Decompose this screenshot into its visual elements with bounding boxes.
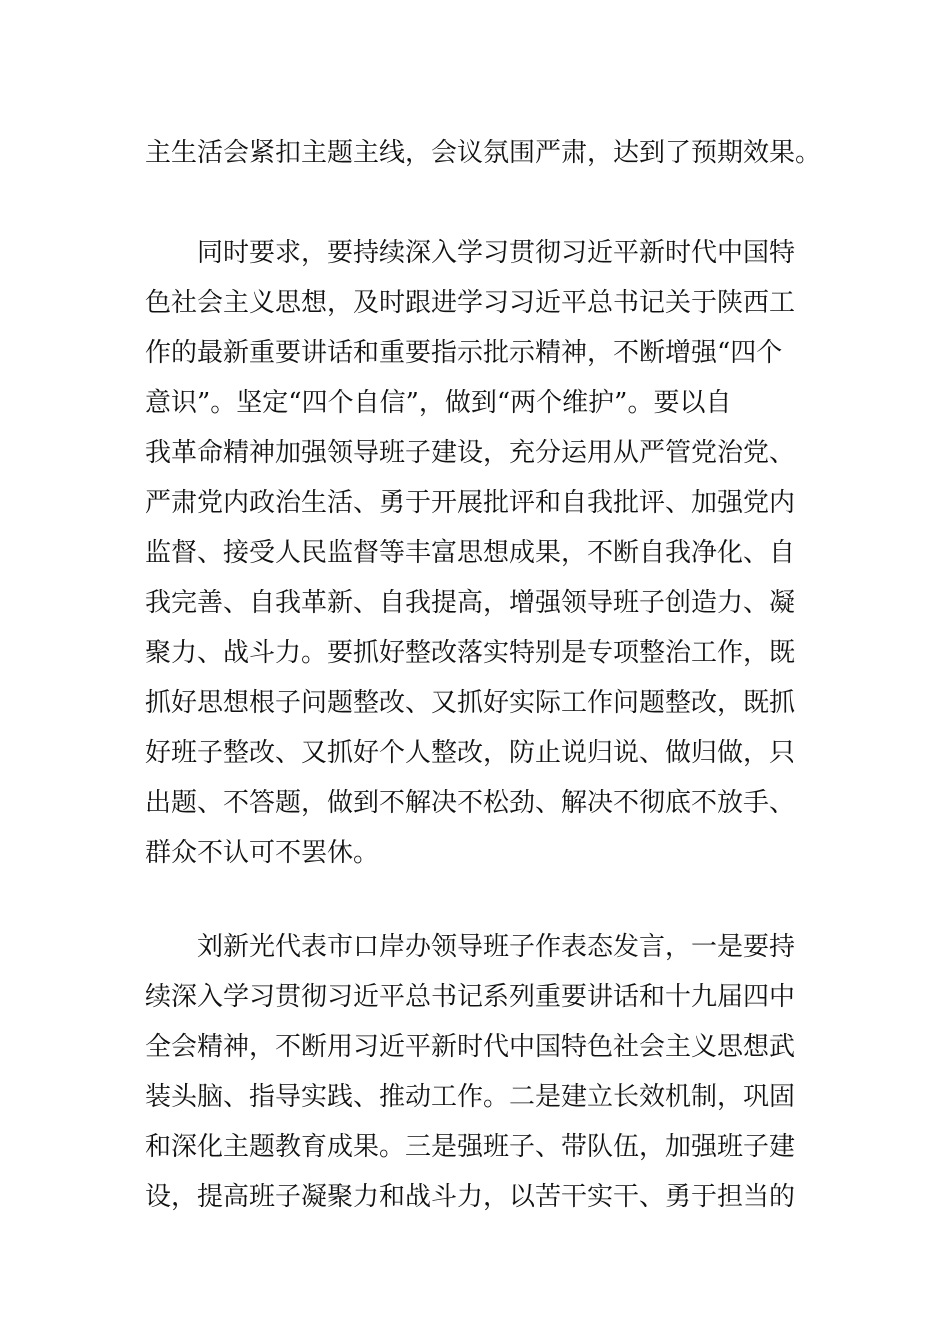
text-line: 设，提高班子凝聚力和战斗力，以苦干实干、勇于担当的 [145, 1182, 796, 1212]
text-line: 监督、接受人民监督等丰富思想成果，不断自我净化、自 [145, 538, 796, 568]
text-line: 意识”。坚定“四个自信”，做到“两个维护”。要以自 [145, 388, 732, 418]
text-line: 装头脑、指导实践、推动工作。二是建立长效机制，巩固 [145, 1082, 796, 1112]
paragraph-first-line: 刘新光代表市口岸办领导班子作表态发言，一是要持 [197, 932, 796, 962]
text-line: 出题、不答题，做到不解决不松劲、解决不彻底不放手、 [145, 788, 796, 818]
text-line: 作的最新重要讲话和重要指示批示精神，不断增强“四个 [145, 338, 783, 368]
text-line: 主生活会紧扣主题主线，会议氛围严肃，达到了预期效果。 [145, 138, 822, 168]
text-line: 聚力、战斗力。要抓好整改落实特别是专项整治工作，既 [145, 638, 796, 668]
text-line: 好班子整改、又抓好个人整改，防止说归说、做归做，只 [145, 738, 796, 768]
text-line: 抓好思想根子问题整改、又抓好实际工作问题整改，既抓 [145, 688, 796, 718]
paragraph-first-line: 同时要求，要持续深入学习贯彻习近平新时代中国特 [197, 238, 796, 268]
text-line: 严肃党内政治生活、勇于开展批评和自我批评、加强党内 [145, 488, 796, 518]
text-line: 我革命精神加强领导班子建设，充分运用从严管党治党、 [145, 438, 796, 468]
text-line: 群众不认可不罢休。 [145, 838, 380, 868]
text-line: 全会精神，不断用习近平新时代中国特色社会主义思想武 [145, 1032, 796, 1062]
text-line: 续深入学习贯彻习近平总书记系列重要讲话和十九届四中 [145, 982, 796, 1012]
text-line: 我完善、自我革新、自我提高，增强领导班子创造力、凝 [145, 588, 796, 618]
text-line: 色社会主义思想，及时跟进学习习近平总书记关于陕西工 [145, 288, 796, 318]
text-line: 和深化主题教育成果。三是强班子、带队伍，加强班子建 [145, 1132, 796, 1162]
